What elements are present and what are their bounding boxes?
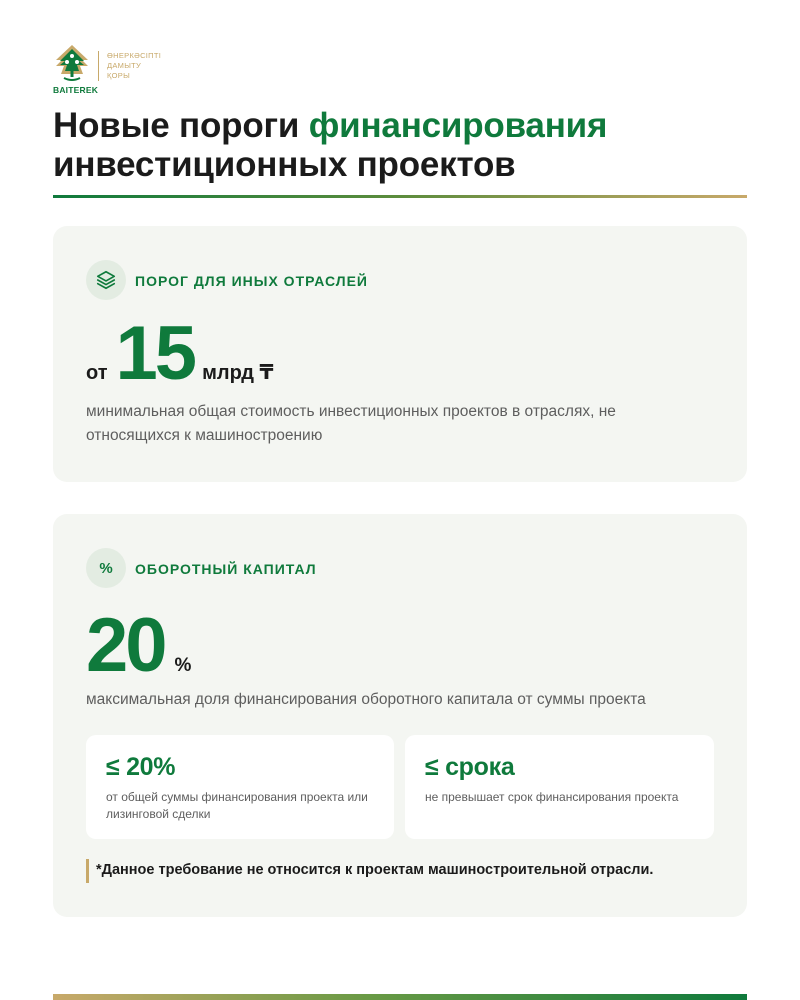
working-capital-value: 20 [86, 603, 165, 688]
brand-name: BAITEREK [53, 85, 99, 95]
brand-tagline-line: ӨНЕРКӘСІПТІ [107, 51, 162, 60]
brand-logo [53, 44, 173, 94]
layers-icon [95, 269, 117, 291]
working-capital-description: максимальная доля финансирования оборотного капитала от суммы проекта [86, 691, 646, 708]
logo-divider [98, 51, 99, 81]
condition-value: ≤ срока [425, 753, 515, 781]
brand-tagline [107, 51, 161, 81]
threshold-figure [86, 311, 274, 396]
working-capital-figure [86, 603, 192, 688]
bottom-divider [53, 994, 747, 1000]
note-accent-bar [86, 859, 89, 883]
working-capital-label: ОБОРОТНЫЙ КАПИТАЛ [135, 561, 317, 577]
percent-icon: % [99, 559, 113, 577]
threshold-description: минимальная общая стоимость инвестиционных проектов в отраслях, не относящихся к машиностроению [86, 403, 616, 444]
title-line2: инвестиционных проектов [53, 145, 516, 184]
threshold-card [53, 226, 747, 482]
footnote: *Данное требование не относится к проектам машиностроительной отрасли. [96, 862, 654, 878]
condition-description: от общей суммы финансирования проекта или лизинговой сделки [106, 790, 368, 821]
working-capital-unit: % [174, 655, 192, 676]
brand-tagline-line: ДАМЫТУ [107, 61, 142, 70]
working-capital-card [53, 514, 747, 917]
condition-card [86, 735, 394, 839]
title-divider [53, 195, 747, 198]
threshold-label: ПОРОГ ДЛЯ ИНЫХ ОТРАСЛЕЙ [135, 273, 368, 289]
brand-tagline-line: ҚОРЫ [107, 71, 131, 80]
title-accent: финансирования [308, 106, 608, 145]
working-capital-icon-badge [86, 548, 126, 588]
threshold-icon-badge [86, 260, 126, 300]
threshold-unit: млрд ₸ [202, 362, 274, 384]
title-part1: Новые пороги [53, 106, 309, 145]
condition-description: не превышает срок финансирования проекта [425, 790, 679, 804]
page-title [53, 106, 607, 184]
baiterek-emblem-icon [53, 44, 91, 84]
condition-value: ≤ 20% [106, 753, 176, 781]
threshold-prefix: от [86, 362, 108, 384]
threshold-value: 15 [115, 311, 195, 396]
condition-card [405, 735, 714, 839]
